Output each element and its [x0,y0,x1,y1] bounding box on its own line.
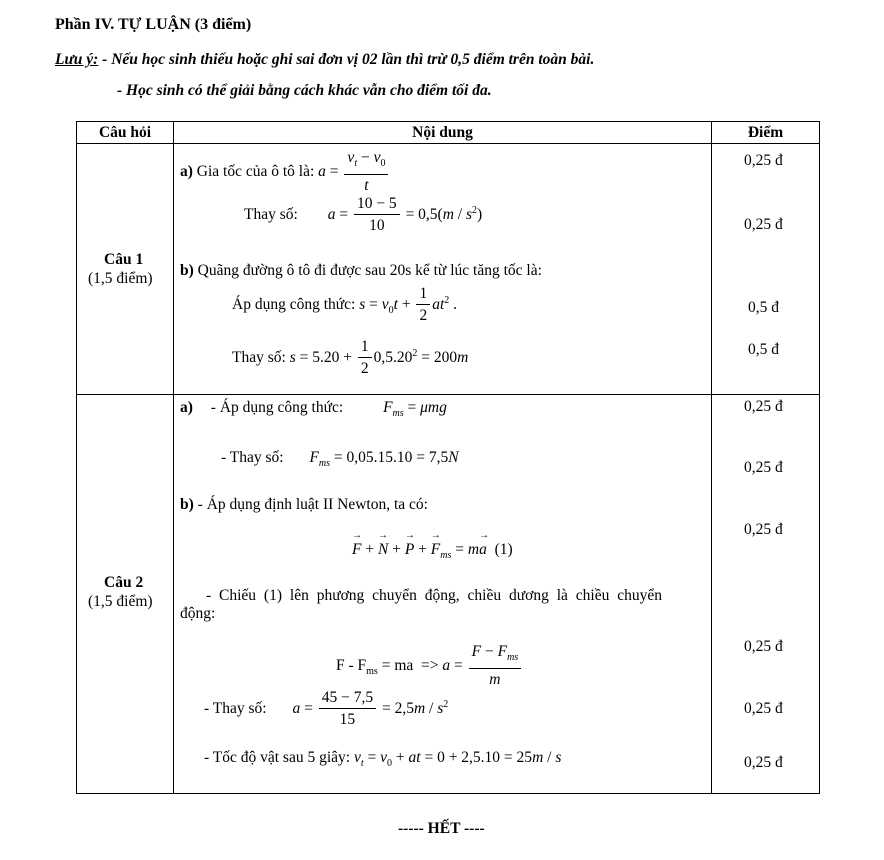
q1-score-1: 0,25 đ [744,152,783,169]
q2-label-cell [77,395,174,794]
note-line-1 [55,51,594,69]
q1-title: Câu 1 [104,251,144,268]
q2-a-label: a) [180,399,193,416]
header-content: Nội dung [174,122,712,144]
q2-content-cell [174,395,712,794]
q2-points: (1,5 điểm) [88,593,153,610]
note-text-1: - Nếu học sinh thiếu hoặc ghi sai đơn vị 02 lần thì trừ 0,5 điểm trên toàn bài. [98,51,595,68]
q1-apply-label: Áp dụng công thức: [232,296,356,314]
q2-accel-formula: F - $F_{ms}$ = ma => a = $\frac{F - F_{ms}}{m}$ [336,642,523,691]
q1-a-text: Gia tốc của ô tô là: [192,163,315,181]
q2-substitute-1: - Thay số: $F_{ms} = 0,05.15.10 = 7,5N$ [221,449,459,470]
q1-part-b [180,262,542,280]
q2-score-4: 0,25 đ [744,638,783,655]
q1-score-2: 0,25 đ [744,216,783,233]
section-heading: Phần IV. TỰ LUẬN (3 điểm) [55,16,252,33]
q1-part-a: a) Gia tốc của ô tô là: a = $\frac{v_t - v_0}{t}$ [180,148,390,197]
q1-sub1-label: Thay số: [244,206,298,224]
q2-projection [180,587,662,623]
q2-speed-label: - Tốc độ vật sau 5 giây: [204,749,351,766]
header-score: Điểm [712,122,820,144]
note-line-2: - Học sinh có thể giải bằng cách khác vẫn cho điểm tối đa. [117,82,492,99]
q2-proj-line-1: - Chiếu (1) lên phương chuyển động, chiều dương là chiều chuyển [206,587,662,604]
q1-b-text: Quãng đường ô tô đi được sau 20s kể từ lúc tăng tốc là: [193,262,542,279]
q2-a-text: - Áp dụng công thức: [210,399,344,416]
q1-content-cell [174,144,712,395]
q1-sub2-label: Thay số: [232,349,286,367]
q2-part-b [180,496,428,514]
q1-apply-formula: Áp dụng công thức: $s = v_0t$ + $\frac{1}{2}$ $at^2$ . [232,285,458,324]
q2-final-speed: - Tốc độ vật sau 5 giây: $v_t = v_0$ + at = 0 + 2,5.10 = 25m / s [204,749,562,770]
end-marker: ----- HẾT ---- [398,820,485,837]
q1-substitute-1: Thay số: a = $\frac{10 - 5}{10}$ = $0,5(m / s^2)$ [244,194,482,237]
accel-formula: $\frac{v_t - v_0}{t}$ [344,148,388,197]
q1-score-cell [712,144,820,395]
q2-score-6: 0,25 đ [744,754,783,771]
q2-proj-line-2: động: [180,605,216,622]
q1-label-cell [77,144,174,395]
q2-score-1: 0,25 đ [744,398,783,415]
q1-a-label: a) [180,163,193,181]
q2-score-5: 0,25 đ [744,700,783,717]
q2-sub1-label: - Thay số: [221,449,284,466]
accel-value: $\frac{10 - 5}{10}$ [354,194,400,237]
header-question: Câu hỏi [77,122,174,144]
answer-table [76,121,820,794]
q1-score-4: 0,5 đ [748,341,779,358]
q2-title: Câu 2 [104,574,144,591]
q1-b-label: b) [180,262,194,279]
q2-score-2: 0,25 đ [744,459,783,476]
q1-points: (1,5 điểm) [88,270,153,287]
q2-part-a: a) - Áp dụng công thức: $F_{ms} = \mu mg$ [180,399,447,420]
q1-score-3: 0,5 đ [748,299,779,316]
q2-score-cell [712,395,820,794]
q2-sub2-label: - Thay số: [204,700,267,718]
note-label: Lưu ý: [55,51,99,68]
newton-equation: → F + → N + → P + → $F_{ms} = m\to a$ (1) [352,541,513,561]
q2-score-3: 0,25 đ [744,521,783,538]
q2-substitute-2: - Thay số: a = $\frac{45 - 7,5}{15}$ = $2,5m / s^2$ [204,689,449,728]
q2-b-text: - Áp dụng định luật II Newton, ta có: [193,496,428,513]
q2-b-label: b) [180,496,194,513]
q1-substitute-2: Thay số: s = 5.20 + $\frac{1}{2}$ $0,5.20^2 = 200m$ [232,338,469,377]
